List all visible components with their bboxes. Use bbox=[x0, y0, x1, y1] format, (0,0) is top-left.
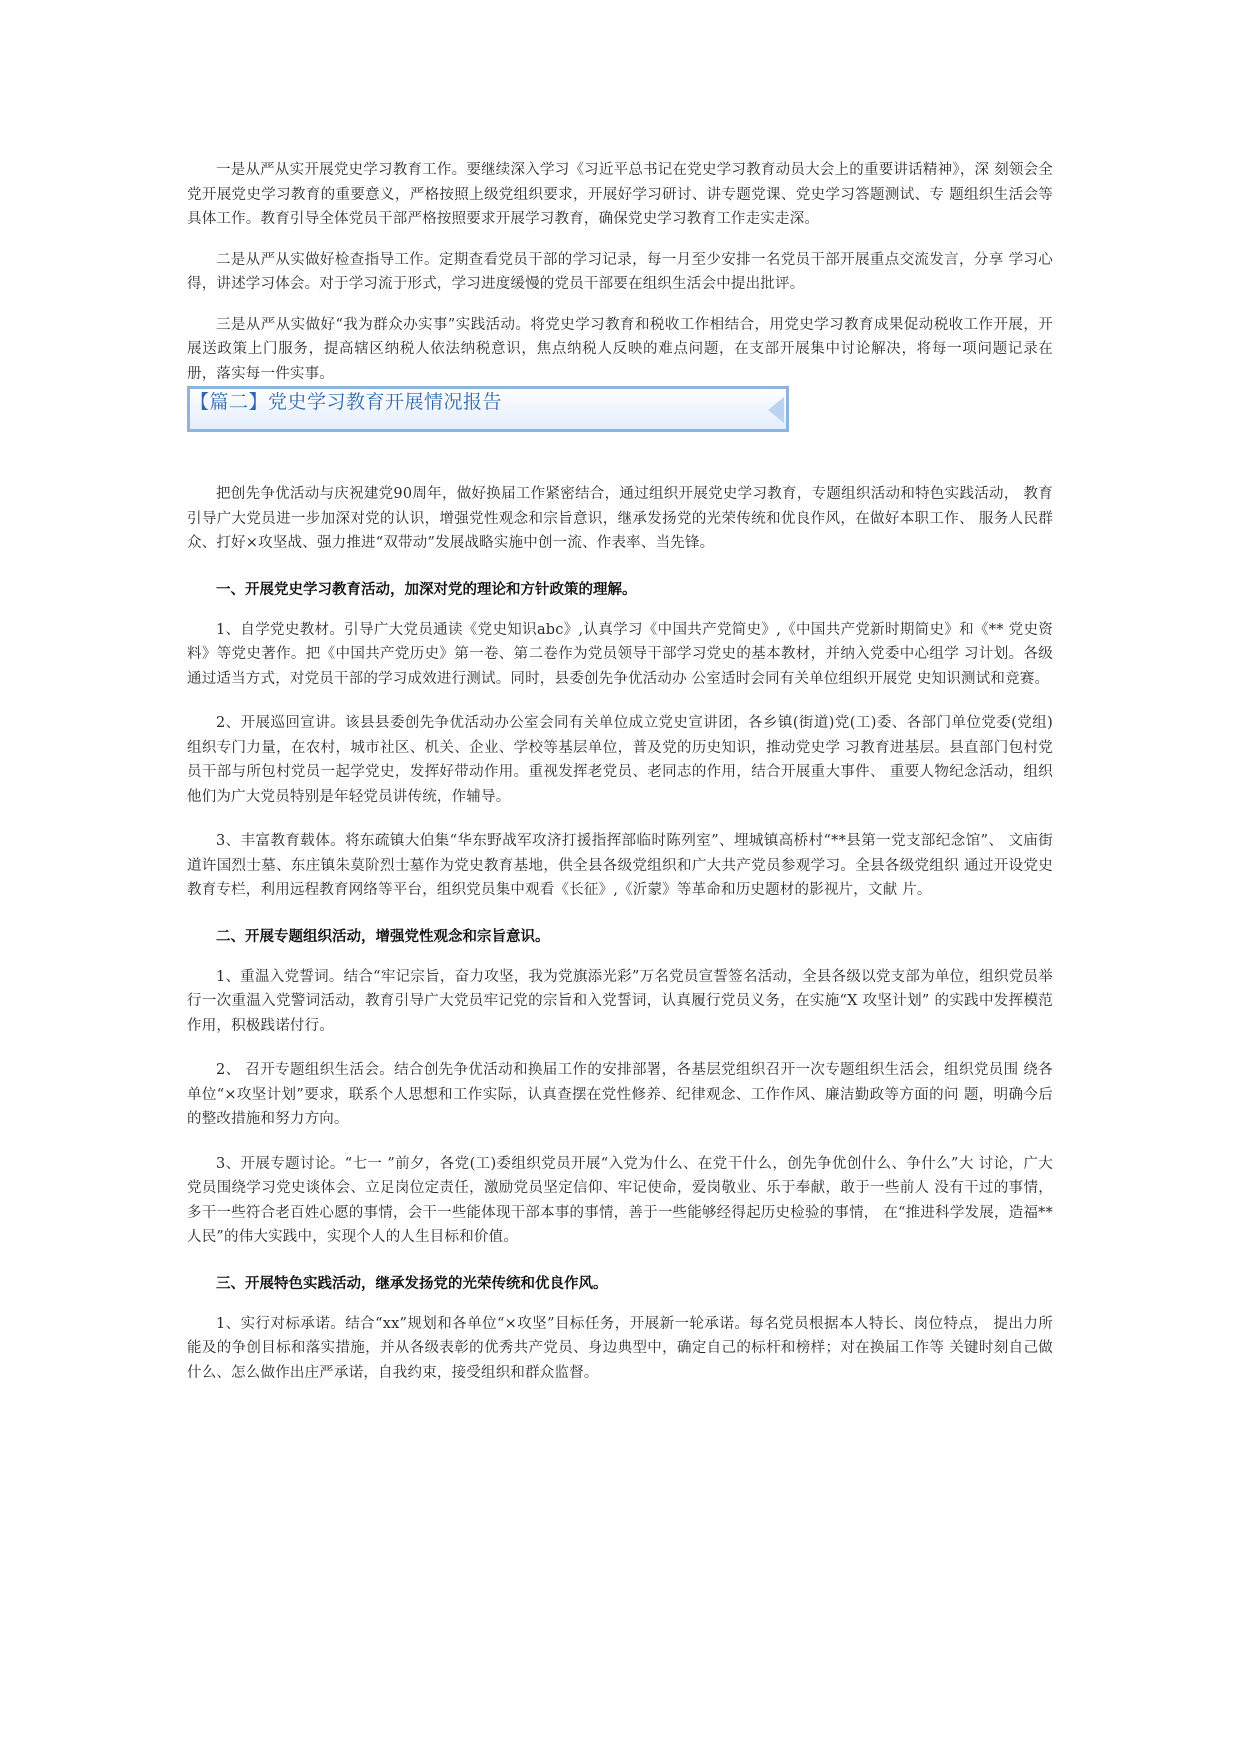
section-banner bbox=[187, 386, 789, 432]
section-heading-2: 二、开展专题组织活动，增强党性观念和宗旨意识。 bbox=[216, 928, 550, 945]
section-1-paragraph-1: 1、自学党史教材。引导广大党员通读《党史知识abc》,认真学习《中国共产党简史》,《中国共产党新时期简史》和《** 党史资料》等党史著作。把《中国共产党历史》第一卷、第二卷作为党员领导干部学习党史的基本教材，并纳入党委中心组学 习计划。各级通过适当方式，对党员干部的学习成效进行测试。同时，县委创先争优活动办 公室适时会同有关单位组织开展党 史知识测试和竞赛。 bbox=[187, 621, 1053, 687]
section-1-paragraph-2: 2、开展巡回宣讲。该县县委创先争优活动办公室会同有关单位成立党史宣讲团，各乡镇(街道)党(工)委、各部门单位党委(党组)组织专门力量，在农村，城市社区、机关、企业、学校等基层单位，普及党的历史知识，推动党史学 习教育进基层。县直部门包村党员干部与所包村党员一起学党史，发挥好带动作用。重视发挥老党员、老同志的作用，结合开展重大事件、 重要人物纪念活动，组织他们为广大党员特别是年轻党员讲传统，作辅导。 bbox=[187, 715, 1053, 805]
intro-paragraph-2: 二是从严从实做好检查指导工作。定期查看党员干部的学习记录，每一月至少安排一名党员干部开展重点交流发言，分享 学习心得，讲述学习体会。对于学习流于形式，学习进度缓慢的党员干部要在组织生活会中提出批评。 bbox=[187, 251, 1053, 292]
section-1-paragraph-3: 3、丰富教育载体。将东疏镇大伯集“华东野战军攻济打援指挥部临时陈列室”、埋城镇高桥村“**县第一党支部纪念馆”、 文庙街道许国烈士墓、东庄镇朱莫阶烈士墓作为党史教育基地，供全县各级党组织和广大共产党员参观学习。全县各级党组织 通过开设党史教育专栏，利用远程教育网络等平台，组织党员集中观看《长征》,《沂蒙》等革命和历史题材的影视片，文献 片。 bbox=[187, 833, 1053, 898]
intro-paragraph-1: 一是从严从实开展党史学习教育工作。要继续深入学习《习近平总书记在党史学习教育动员大会上的重要讲话精神》，深 刻领会全党开展党史学习教育的重要意义，严格按照上级党组织要求，开展好学习研讨、讲专题党课、党史学习答题测试、专 题组织生活会等具体工作。教育引导全体党员干部严格按照要求开展学习教育，确保党史学习教育工作走实走深。 bbox=[187, 162, 1053, 227]
section-2-paragraph-2: 2、 召开专题组织生活会。结合创先争优活动和换届工作的安排部署，各基层党组织召开一次专题组织生活会，组织党员围 绕各单位“×攻坚计划”要求，联系个人思想和工作实际，认真查摆在党性修养、纪律观念、工作作风、廉洁勤政等方面的问 题，明确今后的整改措施和努力方向。 bbox=[187, 1062, 1053, 1127]
banner-arrow-icon bbox=[768, 397, 784, 423]
section-2-paragraph-3: 3、开展专题讨论。“七一 ”前夕，各党(工)委组织党员开展“入党为什么、在党干什么，创先争优创什么、争什么”大 讨论，广大党员围绕学习党史谈体会、立足岗位定责任，激励党员坚定信仰、牢记使命，爱岗敬业、乐于奉献，敢于一些前人 没有干过的事情，多干一些符合老百姓心愿的事情，会干一些能体现干部本事的事情，善于一些能够经得起历史检验的事情， 在“推进科学发展，造福**人民”的伟大实践中，实现个人的人生目标和价值。 bbox=[187, 1155, 1053, 1245]
section-3-paragraph-1: 1、实行对标承诺。结合“xx”规划和各单位“×攻坚”目标任务，开展新一轮承诺。每名党员根据本人特长、岗位特点， 提出力所能及的争创目标和落实措施，并从各级表彰的优秀共产党员、身边典型中，确定自己的标杆和榜样；对在换届工作等 关键时刻自己做什么、怎么做作出庄严承诺，自我约束，接受组织和群众监督。 bbox=[187, 1315, 1053, 1381]
section-2-paragraph-1: 1、重温入党誓词。结合“牢记宗旨，奋力攻坚，我为党旗添光彩”万名党员宣誓签名活动，全县各级以党支部为单位，组织党员举行一次重温入党警词活动，教育引导广大党员牢记党的宗旨和入党誓词，认真履行党员义务，在实施“X 攻坚计划” 的实践中发挥模范作用，积极践诺付行。 bbox=[187, 968, 1053, 1034]
section-heading-1: 一、开展党史学习教育活动，加深对党的理论和方针政策的理解。 bbox=[216, 581, 637, 598]
banner-title: 【篇二】党史学习教育开展情况报告 bbox=[190, 391, 503, 413]
document-page bbox=[187, 158, 1053, 1385]
lead-paragraph: 把创先争优活动与庆祝建党90周年，做好换届工作紧密结合，通过组织开展党史学习教育，专题组织活动和特色实践活动， 教育引导广大党员进一步加深对党的认识，增强党性观念和宗旨意识，继承发扬党的光荣传统和优良作风，在做好本职工作、 服务人民群众、打好×攻坚战、强力推进“双带动”发展战略实施中创一流、作表率、当先锋。 bbox=[187, 486, 1053, 551]
section-heading-3: 三、开展特色实践活动，继承发扬党的光荣传统和优良作风。 bbox=[216, 1275, 608, 1292]
intro-paragraph-3: 三是从严从实做好“我为群众办实事”实践活动。将党史学习教育和税收工作相结合，用党史学习教育成果促动税收工作开展，开展送政策上门服务，提高辖区纳税人依法纳税意识，焦点纳税人反映的难点问题，在支部开展集中讨论解决，将每一项问题记录在册，落实每一件实事。 bbox=[187, 316, 1053, 382]
